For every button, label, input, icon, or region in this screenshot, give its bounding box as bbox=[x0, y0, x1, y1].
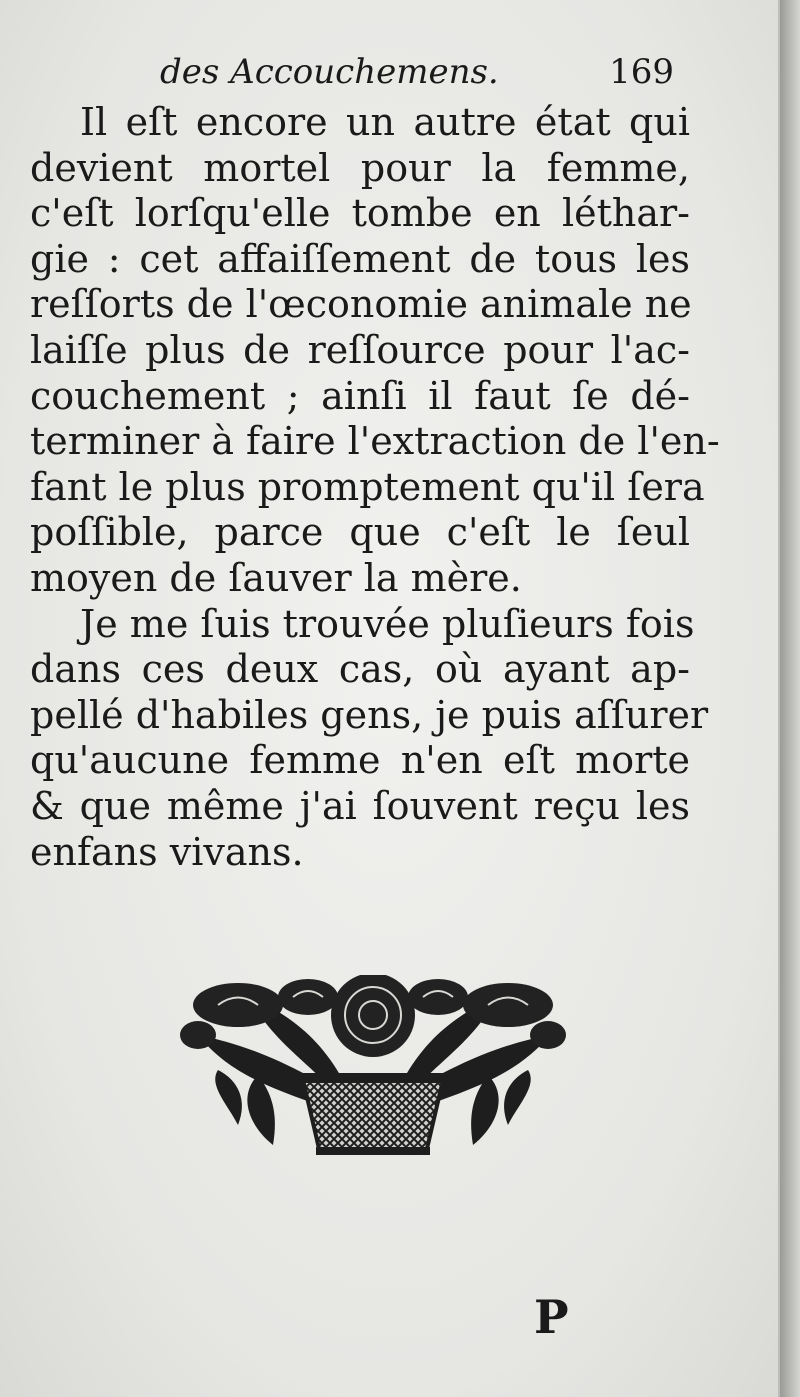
text-line: terminer à faire l'extraction de l'en- bbox=[30, 419, 720, 464]
page-edge bbox=[780, 0, 800, 1397]
running-head bbox=[160, 52, 680, 102]
text-line: enfans vivans. bbox=[30, 829, 304, 874]
text-line: devient mortel pour la femme, bbox=[30, 145, 690, 190]
text-line: laiſſe plus de reſſource pour l'ac- bbox=[30, 327, 690, 372]
running-title: des Accouchemens. bbox=[160, 52, 499, 92]
text-line: moyen de ſauver la mère. bbox=[30, 555, 522, 600]
text-line: & que même j'ai ſouvent reçu les bbox=[30, 783, 690, 828]
text-line: pellé d'habiles gens, je puis aſſurer bbox=[30, 692, 709, 737]
text-line: dans ces deux cas, où ayant ap- bbox=[30, 647, 690, 692]
text-line: fant le plus promptement qu'il ſera bbox=[30, 464, 705, 509]
text-line: reſſorts de l'œconomie animale ne bbox=[30, 282, 692, 327]
text-line: poſſible, parce que c'eſt le ſeul bbox=[30, 510, 690, 555]
body-text bbox=[30, 100, 720, 875]
text-line: couchement ; ainſi il faut ſe dé- bbox=[30, 373, 690, 418]
paragraph-1 bbox=[30, 100, 720, 602]
text-line: Je me ſuis trouvée pluſieurs fois bbox=[80, 601, 695, 646]
text-line: c'eſt lorſqu'elle tombe en léthar- bbox=[30, 191, 690, 236]
text-line: qu'aucune femme n'en eſt morte bbox=[30, 738, 690, 783]
page-number: 169 bbox=[609, 52, 674, 92]
text-line: gie : cet affaiſſement de tous les bbox=[30, 236, 690, 281]
paragraph-2 bbox=[30, 601, 709, 876]
flower-basket-ornament-icon bbox=[178, 975, 568, 1160]
signature-mark: P bbox=[534, 1290, 569, 1344]
text-line: Il eſt encore un autre état qui bbox=[80, 100, 690, 144]
